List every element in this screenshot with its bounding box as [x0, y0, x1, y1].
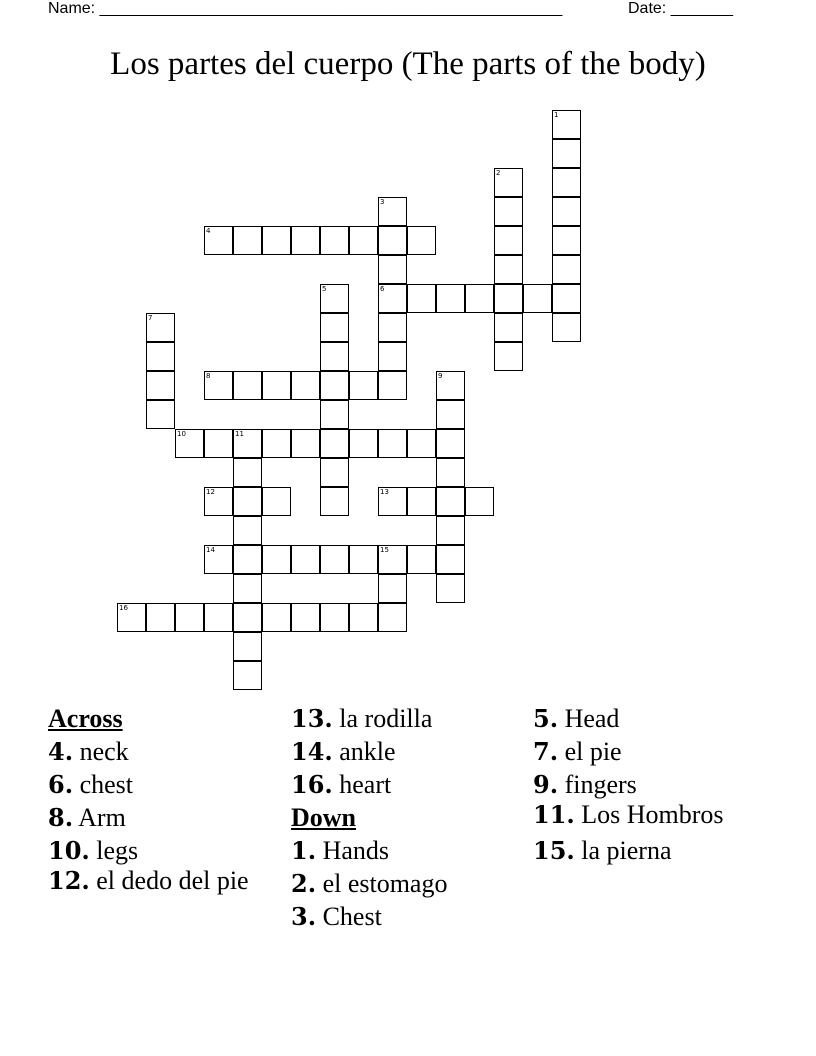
grid-cell[interactable] [552, 226, 581, 255]
grid-cell[interactable] [262, 603, 291, 632]
clue-down-1: 1. Hands [291, 836, 389, 865]
date-field-label[interactable]: Date: _______ [628, 0, 733, 17]
cell-number: 3 [380, 198, 385, 206]
grid-cell[interactable] [494, 197, 523, 226]
grid-cell[interactable] [175, 429, 204, 458]
grid-cell[interactable] [378, 342, 407, 371]
cell-number: 6 [380, 285, 385, 293]
grid-cell[interactable] [320, 226, 349, 255]
cell-number: 4 [206, 227, 211, 235]
grid-cell[interactable] [552, 313, 581, 342]
grid-cell[interactable] [204, 487, 233, 516]
grid-cell[interactable] [494, 284, 523, 313]
grid-cell[interactable] [146, 603, 175, 632]
grid-cell[interactable] [436, 284, 465, 313]
clue-across-4: 4. neck [48, 737, 129, 766]
across-heading: Across [48, 704, 123, 733]
cell-number: 12 [206, 488, 215, 496]
grid-cell[interactable] [407, 545, 436, 574]
grid-cell[interactable] [552, 197, 581, 226]
grid-cell[interactable] [233, 545, 262, 574]
grid-cell[interactable] [378, 487, 407, 516]
grid-cell[interactable] [233, 429, 262, 458]
grid-cell[interactable] [233, 516, 262, 545]
grid-cell[interactable] [378, 603, 407, 632]
grid-cell[interactable] [349, 429, 378, 458]
grid-cell[interactable] [320, 400, 349, 429]
grid-cell[interactable] [262, 487, 291, 516]
name-field-label[interactable]: Name: ____________________________________________________ [48, 0, 563, 17]
cell-number: 2 [496, 169, 501, 177]
cell-number: 10 [177, 430, 186, 438]
grid-cell[interactable] [233, 603, 262, 632]
clue-down-5: 5. Head [533, 704, 620, 733]
clues-column-1 [48, 702, 278, 900]
grid-cell[interactable] [233, 574, 262, 603]
grid-cell[interactable] [523, 284, 552, 313]
clue-across-6: 6. chest [48, 770, 133, 799]
grid-cell[interactable] [320, 284, 349, 313]
grid-cell[interactable] [436, 516, 465, 545]
cell-number: 14 [206, 546, 215, 554]
grid-cell[interactable] [320, 342, 349, 371]
grid-cell[interactable] [146, 400, 175, 429]
grid-cell[interactable] [291, 371, 320, 400]
grid-cell[interactable] [262, 429, 291, 458]
clue-down-15: 15. la pierna [533, 836, 672, 865]
grid-cell[interactable] [204, 371, 233, 400]
grid-cell[interactable] [320, 371, 349, 400]
grid-cell[interactable] [407, 284, 436, 313]
grid-cell[interactable] [320, 429, 349, 458]
grid-cell[interactable] [436, 400, 465, 429]
clue-down-11: 11. Los Hombros [533, 800, 724, 829]
grid-cell[interactable] [436, 487, 465, 516]
clue-across-12: 12. el dedo del pie [48, 866, 249, 895]
grid-cell[interactable] [146, 342, 175, 371]
grid-cell[interactable] [436, 545, 465, 574]
cell-number: 5 [322, 285, 327, 293]
grid-cell[interactable] [291, 429, 320, 458]
grid-cell[interactable] [233, 487, 262, 516]
grid-cell[interactable] [378, 313, 407, 342]
cell-number: 11 [235, 430, 244, 438]
clue-across-16: 16. heart [291, 770, 392, 799]
grid-cell[interactable] [262, 371, 291, 400]
clue-down-3: 3. Chest [291, 902, 382, 931]
grid-cell[interactable] [233, 458, 262, 487]
grid-cell[interactable] [378, 574, 407, 603]
grid-cell[interactable] [349, 603, 378, 632]
grid-cell[interactable] [407, 226, 436, 255]
clues-column-3 [533, 702, 763, 867]
grid-cell[interactable] [349, 371, 378, 400]
grid-cell[interactable] [262, 545, 291, 574]
grid-cell[interactable] [291, 545, 320, 574]
grid-cell[interactable] [204, 429, 233, 458]
grid-cell[interactable] [320, 487, 349, 516]
grid-cell[interactable] [436, 429, 465, 458]
grid-cell[interactable] [436, 458, 465, 487]
grid-cell[interactable] [494, 313, 523, 342]
cell-number: 16 [119, 604, 128, 612]
grid-cell[interactable] [552, 110, 581, 139]
grid-cell[interactable] [465, 487, 494, 516]
grid-cell[interactable] [378, 371, 407, 400]
grid-cell[interactable] [320, 313, 349, 342]
clue-across-14: 14. ankle [291, 737, 396, 766]
grid-cell[interactable] [378, 284, 407, 313]
grid-cell[interactable] [146, 313, 175, 342]
clue-across-8: 8. Arm [48, 803, 126, 832]
grid-cell[interactable] [407, 487, 436, 516]
grid-cell[interactable] [204, 545, 233, 574]
grid-cell[interactable] [320, 603, 349, 632]
grid-cell[interactable] [262, 226, 291, 255]
grid-cell[interactable] [349, 545, 378, 574]
clue-across-13: 13. la rodilla [291, 704, 433, 733]
grid-cell[interactable] [146, 371, 175, 400]
grid-cell[interactable] [233, 226, 262, 255]
grid-cell[interactable] [552, 139, 581, 168]
grid-cell[interactable] [378, 545, 407, 574]
clue-down-9: 9. fingers [533, 770, 637, 799]
grid-cell[interactable] [291, 226, 320, 255]
grid-cell[interactable] [436, 574, 465, 603]
down-heading: Down [291, 803, 357, 832]
grid-cell[interactable] [320, 458, 349, 487]
grid-cell[interactable] [204, 603, 233, 632]
grid-cell[interactable] [233, 661, 262, 690]
grid-cell[interactable] [378, 429, 407, 458]
cell-number: 15 [380, 546, 389, 554]
clue-across-10: 10. legs [48, 836, 139, 865]
grid-cell[interactable] [117, 603, 146, 632]
grid-cell[interactable] [378, 226, 407, 255]
grid-cell[interactable] [407, 429, 436, 458]
grid-cell[interactable] [175, 603, 204, 632]
grid-cell[interactable] [465, 284, 494, 313]
page-title: Los partes del cuerpo (The parts of the body) [110, 46, 706, 82]
cell-number: 8 [206, 372, 211, 380]
clue-down-7: 7. el pie [533, 737, 622, 766]
grid-cell[interactable] [494, 226, 523, 255]
grid-cell[interactable] [378, 255, 407, 284]
grid-cell[interactable] [320, 545, 349, 574]
cell-number: 13 [380, 488, 389, 496]
clues-column-2 [291, 702, 521, 933]
grid-cell[interactable] [378, 197, 407, 226]
cell-number: 7 [148, 314, 153, 322]
cell-number: 9 [438, 372, 443, 380]
grid-cell[interactable] [291, 603, 320, 632]
grid-cell[interactable] [349, 226, 378, 255]
grid-cell[interactable] [494, 255, 523, 284]
grid-cell[interactable] [494, 168, 523, 197]
grid-cell[interactable] [552, 168, 581, 197]
cell-number: 1 [554, 111, 559, 119]
grid-cell[interactable] [233, 632, 262, 661]
grid-cell[interactable] [552, 284, 581, 313]
clue-down-2: 2. el estomago [291, 869, 448, 898]
grid-cell[interactable] [204, 226, 233, 255]
grid-cell[interactable] [494, 342, 523, 371]
grid-cell[interactable] [436, 371, 465, 400]
grid-cell[interactable] [552, 255, 581, 284]
grid-cell[interactable] [233, 371, 262, 400]
